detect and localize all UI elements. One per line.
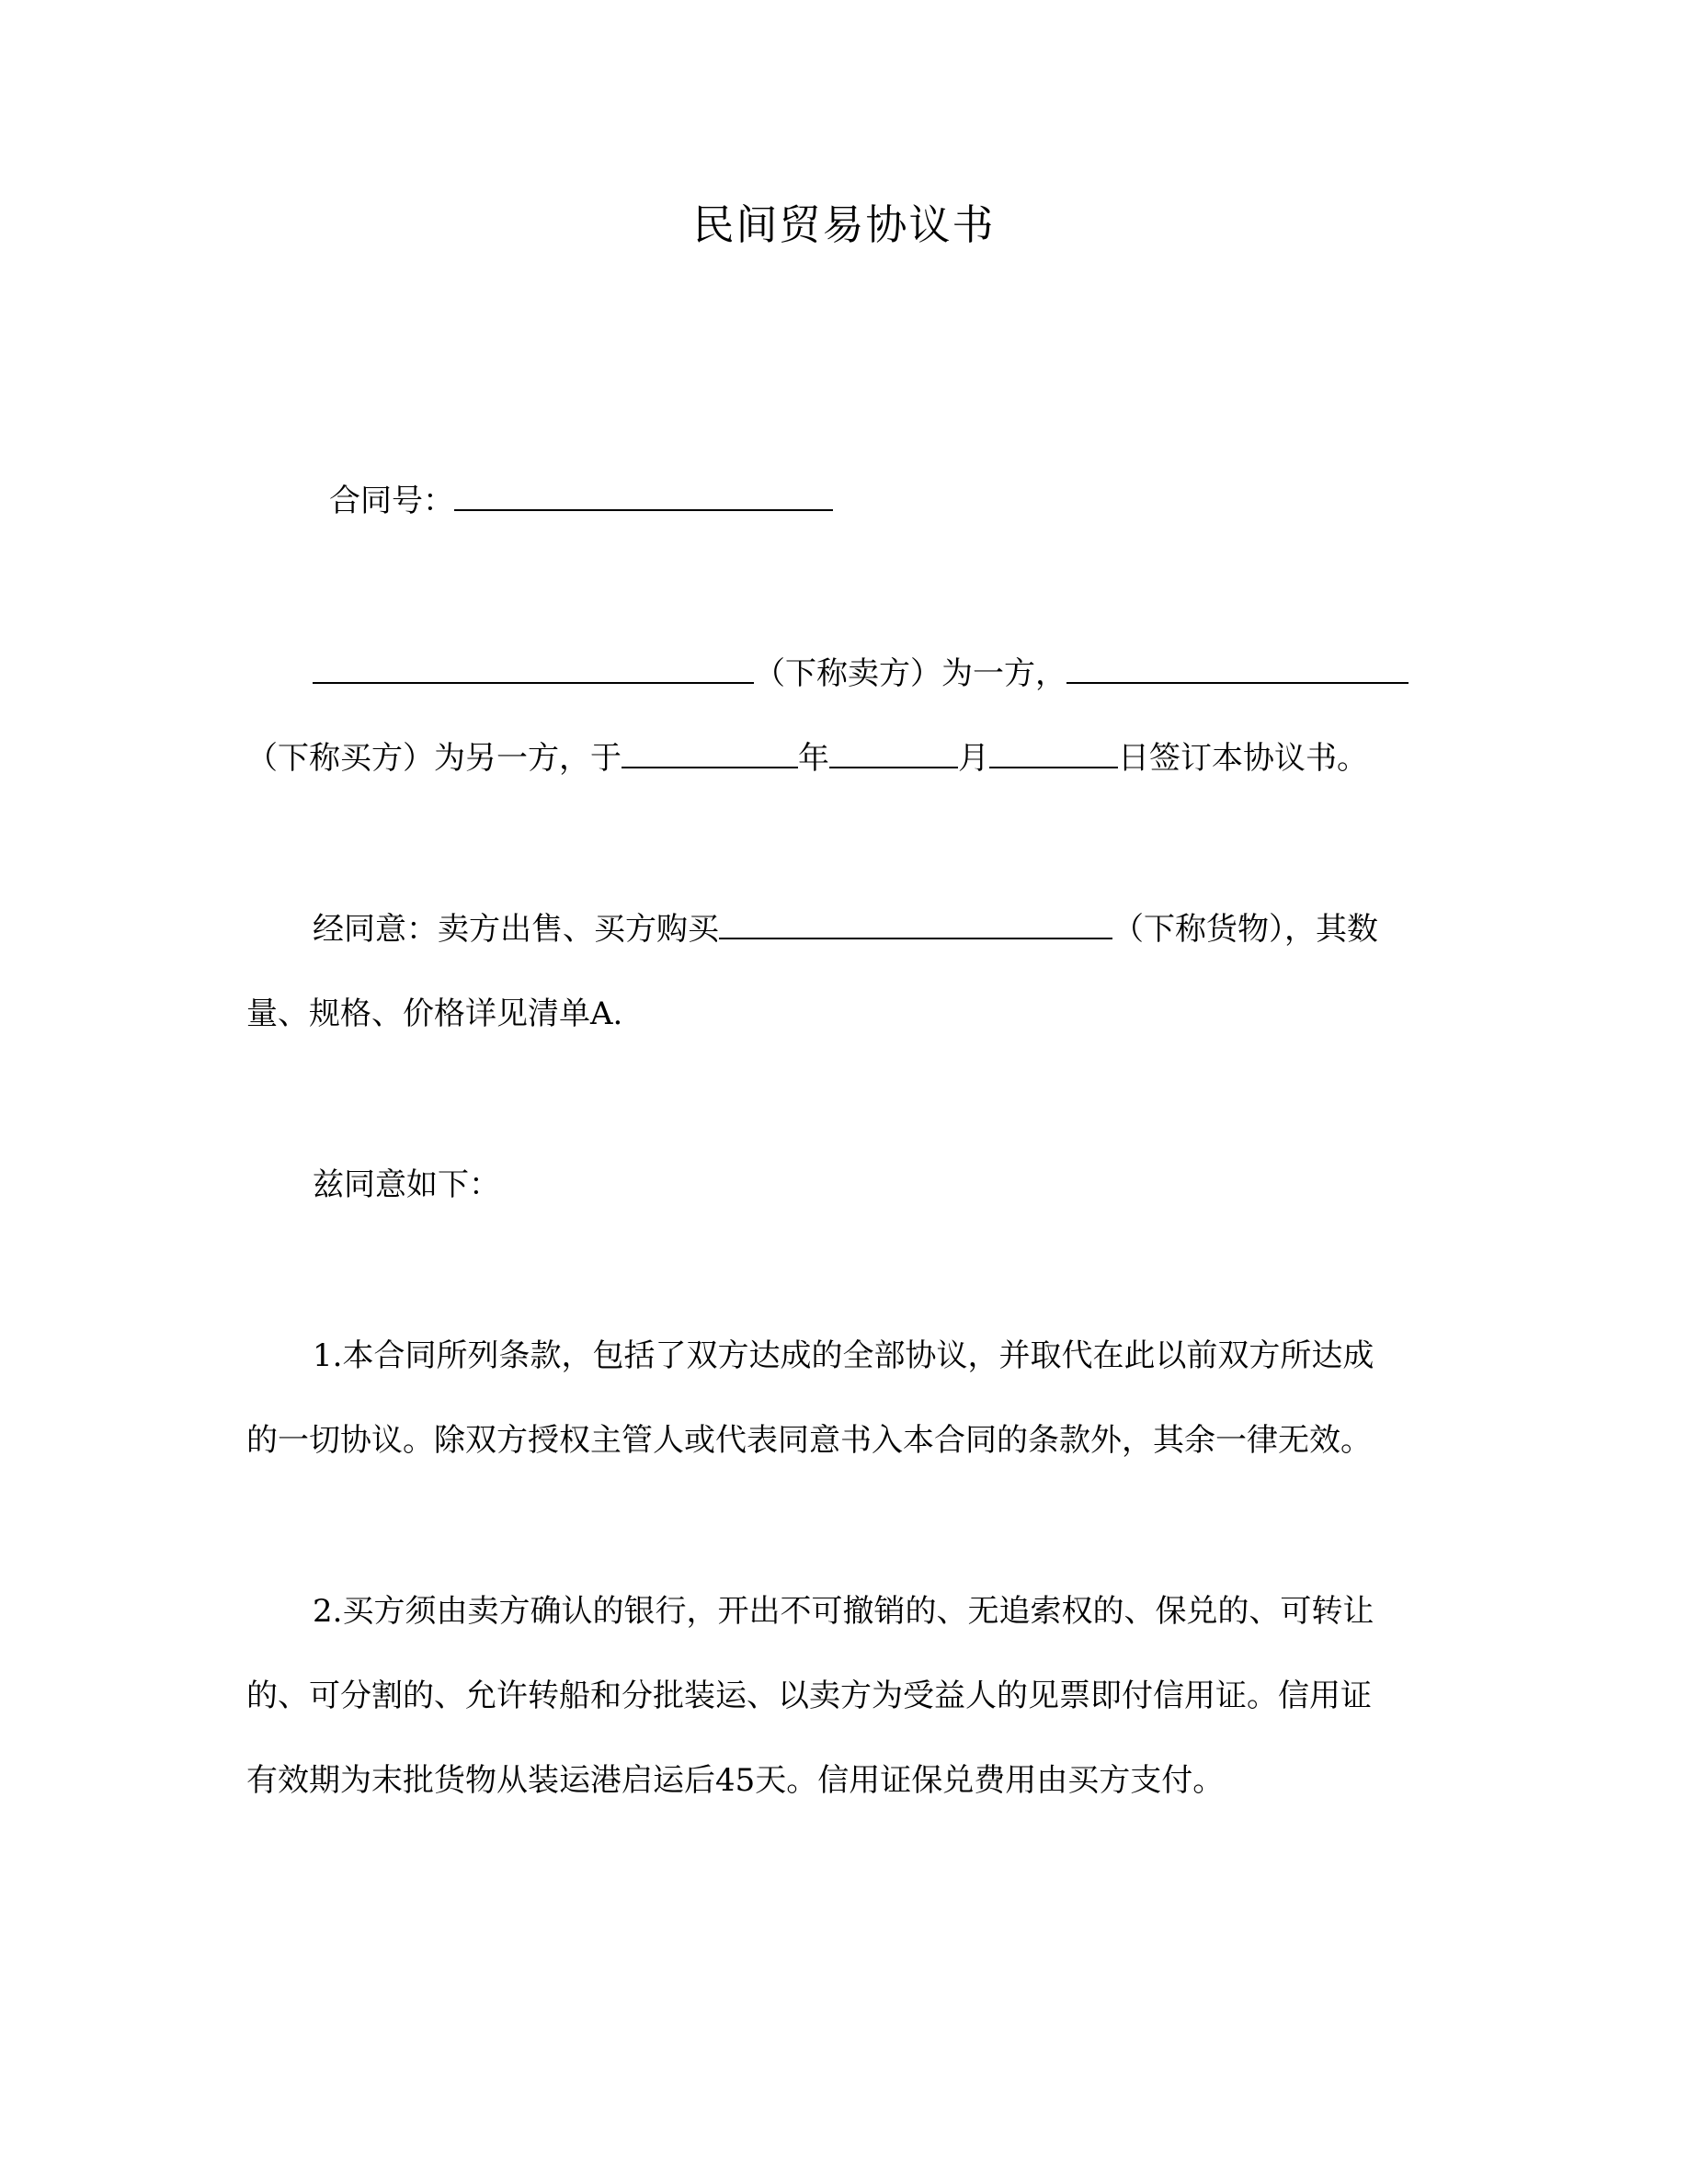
goods-line-2: 量、规格、价格详见清单A. <box>246 995 623 1032</box>
year-blank[interactable] <box>622 735 798 768</box>
goods-line-1 <box>313 906 1378 952</box>
seller-suffix: （下称卖方）为一方， <box>754 655 1066 692</box>
goods-name-blank[interactable] <box>719 906 1112 939</box>
seller-name-blank[interactable] <box>313 651 754 684</box>
parties-line-1 <box>313 651 1409 697</box>
goods-prefix: 经同意：卖方出售、买方购买 <box>313 911 719 948</box>
contract-number-blank[interactable] <box>454 478 833 511</box>
clause-2-line-1: 2.买方须由卖方确认的银行，开出不可撤销的、无追索权的、保兑的、可转让 <box>313 1593 1374 1630</box>
contract-number-label: 合同号： <box>329 483 454 519</box>
buyer-suffix: （下称买方）为另一方，于 <box>246 740 622 777</box>
month-blank[interactable] <box>829 735 958 768</box>
year-label: 年 <box>798 740 829 777</box>
day-blank[interactable] <box>989 735 1118 768</box>
document-title: 民间贸易协议书 <box>692 200 996 249</box>
buyer-name-blank[interactable] <box>1066 651 1409 684</box>
clause-1-line-2: 的一切协议。除双方授权主管人或代表同意书入本合同的条款外，其余一律无效。 <box>246 1422 1372 1459</box>
parties-line-2 <box>246 735 1368 781</box>
clause-2-line-3: 有效期为末批货物从装运港启运后45天。信用证保兑费用由买方支付。 <box>246 1762 1225 1799</box>
goods-suffix: （下称货物），其数 <box>1112 911 1378 948</box>
clause-2-line-2: 的、可分割的、允许转船和分批装运、以卖方为受益人的见票即付信用证。信用证 <box>246 1678 1372 1714</box>
clause-1-line-1: 1.本合同所列条款，包括了双方达成的全部协议，并取代在此以前双方所达成 <box>313 1337 1374 1374</box>
month-label: 月 <box>958 740 989 777</box>
contract-number-line <box>329 478 833 524</box>
agreement-intro: 兹同意如下： <box>313 1166 500 1203</box>
day-suffix: 日签订本协议书。 <box>1118 740 1368 777</box>
